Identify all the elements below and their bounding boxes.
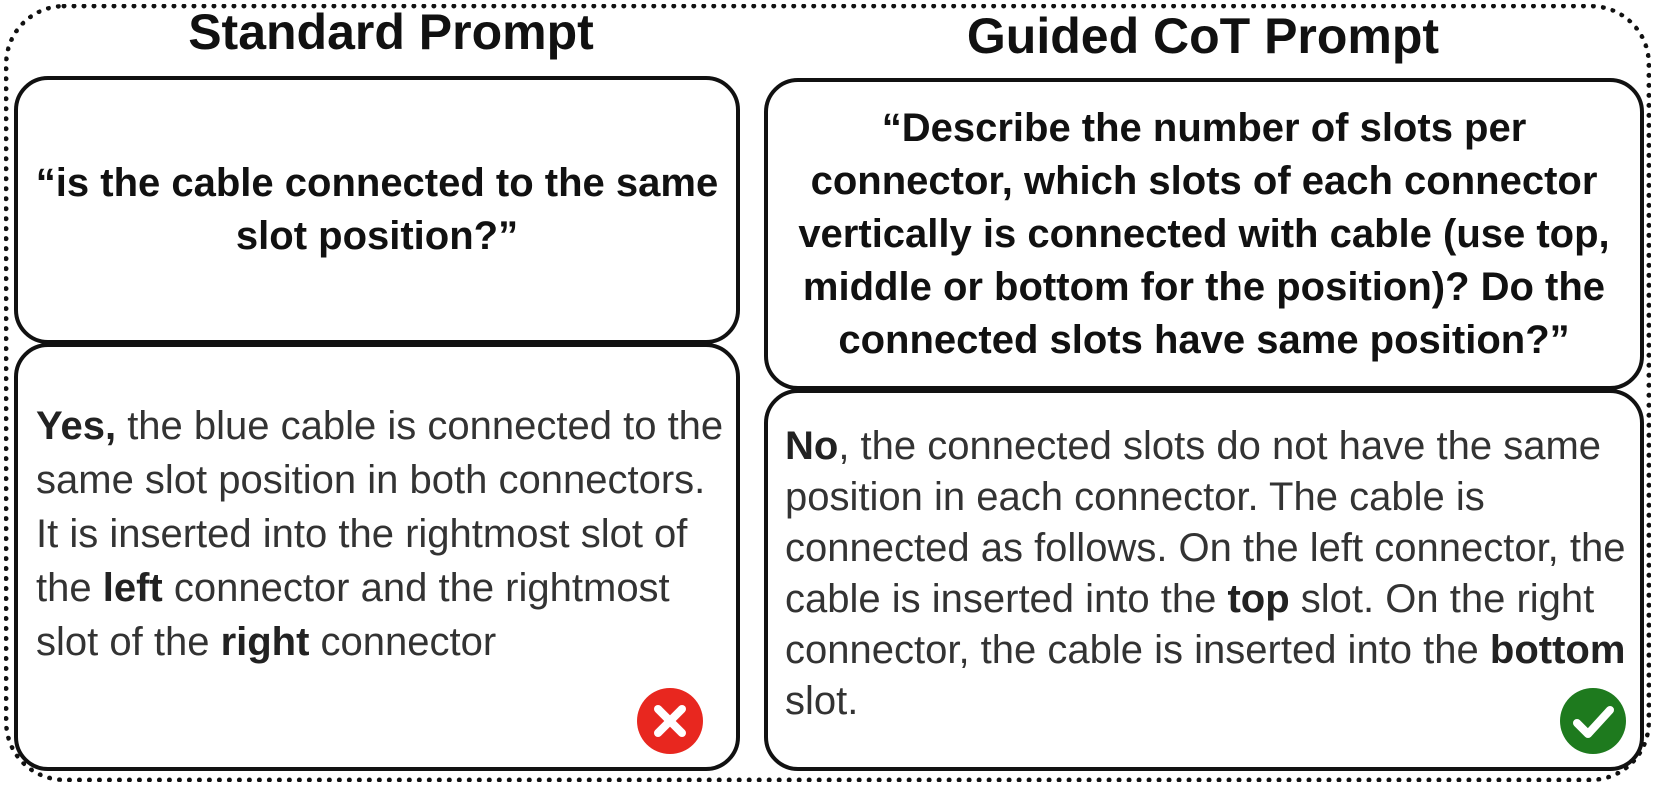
standard-prompt-title: Standard Prompt <box>188 4 594 60</box>
standard-answer-part2: connector and the rightmost slot of the <box>36 566 670 664</box>
guided-answer-part3: slot. <box>785 679 859 723</box>
standard-answer-box <box>14 343 740 771</box>
guided-answer-part1: , the connected slots do not have the same position in each connector. The cable is connected as follows. On the left connector, the cable is inserted into the <box>785 424 1626 621</box>
guided-answer-text <box>785 421 1630 727</box>
guided-cot-prompt-title: Guided CoT Prompt <box>966 8 1440 64</box>
standard-answer-text <box>36 399 726 669</box>
standard-answer-part1: the blue cable is connected to the same slot position in both connectors. It is inserted into the rightmost slot of the <box>36 404 724 610</box>
guided-answer-bold-top: top <box>1227 577 1290 621</box>
guided-prompt-text: “Describe the number of slots per connector, which slots of each connector vertically is connected with cable (use top, middle or bottom for the position)? Do the connected slots have same position?” <box>798 105 1610 362</box>
standard-prompt-text: “is the cable connected to the same slot position?” <box>35 161 719 258</box>
guided-prompt-box <box>764 78 1644 390</box>
check-icon <box>1560 688 1626 754</box>
standard-answer-bold-left: left <box>102 566 163 610</box>
guided-answer-bold-bottom: bottom <box>1489 628 1626 672</box>
guided-answer-part2: slot. On the right connector, the cable is inserted into the <box>785 577 1595 672</box>
standard-answer-lead: Yes, <box>36 404 117 448</box>
standard-prompt-box <box>14 76 740 344</box>
guided-answer-lead: No <box>785 424 839 468</box>
standard-answer-part3: connector <box>309 620 497 664</box>
cross-icon <box>637 688 703 754</box>
guided-answer-box <box>764 389 1644 771</box>
standard-answer-bold-right: right <box>220 620 310 664</box>
